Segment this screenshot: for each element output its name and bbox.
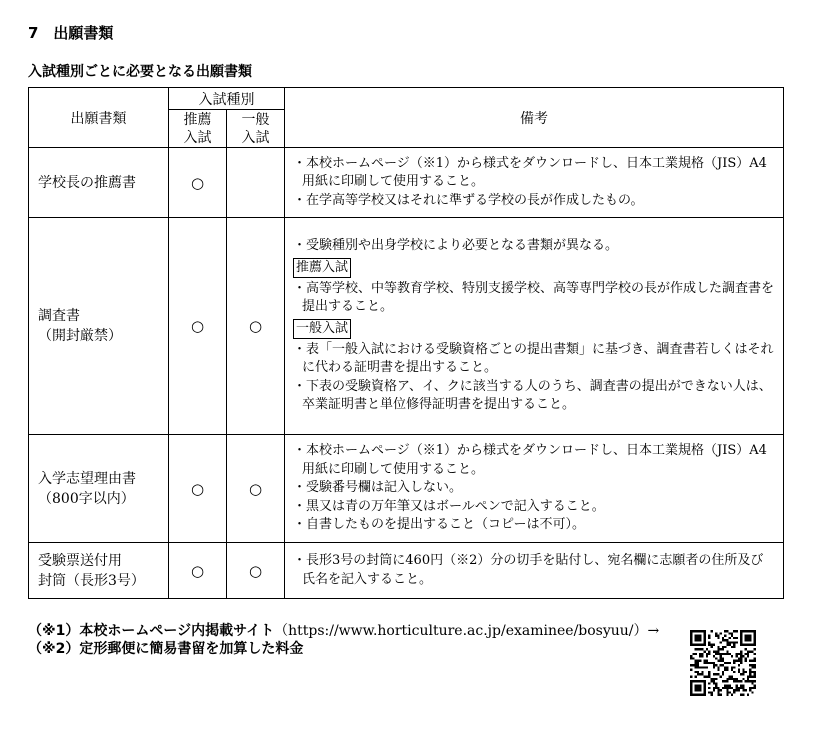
footnote-2: （※2）定形郵便に簡易書留を加算した料金 <box>28 641 304 657</box>
ippan-mark: ○ <box>227 543 285 599</box>
note-line: ・下表の受験資格ア、イ、クに該当する人のうち、調査書の提出ができない人は、卒業証明書と単位修得証明書を提出すること。 <box>293 378 772 413</box>
ippan-mark: ○ <box>227 218 285 435</box>
footnotes <box>28 622 659 658</box>
note-line: ・黒又は青の万年筆又はボールペンで記入すること。 <box>293 498 605 514</box>
doc-name: 入学志望理由書 （800字以内） <box>29 435 169 543</box>
ippan-mark <box>227 148 285 218</box>
table-row <box>29 148 784 218</box>
table-caption: 入試種別ごとに必要となる出願書類 <box>28 64 252 80</box>
suisen-mark: ○ <box>169 218 227 435</box>
header-notes: 備考 <box>285 88 784 148</box>
suisen-mark: ○ <box>169 148 227 218</box>
notes-cell <box>285 218 784 435</box>
notes-cell <box>285 148 784 218</box>
header-ippan: 一般 入試 <box>227 110 285 148</box>
footnote-1-url[interactable]: （https://www.horticulture.ac.jp/examinee/bosyuu/）→ <box>274 623 660 639</box>
note-line: ・本校ホームページ（※1）から様式をダウンロードし、日本工業規格（JIS）A4用紙に印刷して使用すること。 <box>293 155 767 190</box>
doc-name: 受験票送付用 封筒（長形3号） <box>29 543 169 599</box>
note-line: ・在学高等学校又はそれに準ずる学校の長が作成したもの。 <box>293 192 644 208</box>
label-ippan-box: 一般入試 <box>293 319 351 339</box>
notes-cell <box>285 435 784 543</box>
label-suisen-box: 推薦入試 <box>293 258 351 278</box>
ippan-mark: ○ <box>227 435 285 543</box>
notes-cell <box>285 543 784 599</box>
header-doc: 出願書類 <box>29 88 169 148</box>
header-suisen: 推薦 入試 <box>169 110 227 148</box>
note-line: ・受験種別や出身学校により必要となる書類が異なる。 <box>293 238 619 254</box>
doc-name: 学校長の推薦書 <box>29 148 169 218</box>
note-line: ・長形3号の封筒に460円（※2）分の切手を貼付し、宛名欄に志願者の住所及び氏名を記入すること。 <box>293 553 764 587</box>
qr-code-icon[interactable] <box>690 630 756 696</box>
footnote-1 <box>28 622 659 640</box>
header-exam-type: 入試種別 <box>169 88 285 110</box>
note-line: ・受験番号欄は記入しない。 <box>293 480 463 496</box>
note-line: ・高等学校、中等教育学校、特別支援学校、高等専門学校の長が作成した調査書を提出すること。 <box>293 280 775 315</box>
note-line: ・表「一般入試における受験資格ごとの提出書類」に基づき、調査書若しくはそれに代わる証明書を提出すること。 <box>293 341 774 376</box>
table-row <box>29 218 784 435</box>
section-heading: 7 出願書類 <box>28 24 114 42</box>
suisen-mark: ○ <box>169 435 227 543</box>
table-row <box>29 435 784 543</box>
documents-table <box>28 87 784 599</box>
note-line: ・自書したものを提出すること（コピーは不可）。 <box>293 517 585 533</box>
footnote-1-label: （※1）本校ホームページ内掲載サイト <box>28 623 275 639</box>
note-line: ・本校ホームページ（※1）から様式をダウンロードし、日本工業規格（JIS）A4用紙に印刷して使用すること。 <box>293 443 767 477</box>
doc-name: 調査書 （開封厳禁） <box>29 218 169 435</box>
suisen-mark: ○ <box>169 543 227 599</box>
table-row <box>29 543 784 599</box>
